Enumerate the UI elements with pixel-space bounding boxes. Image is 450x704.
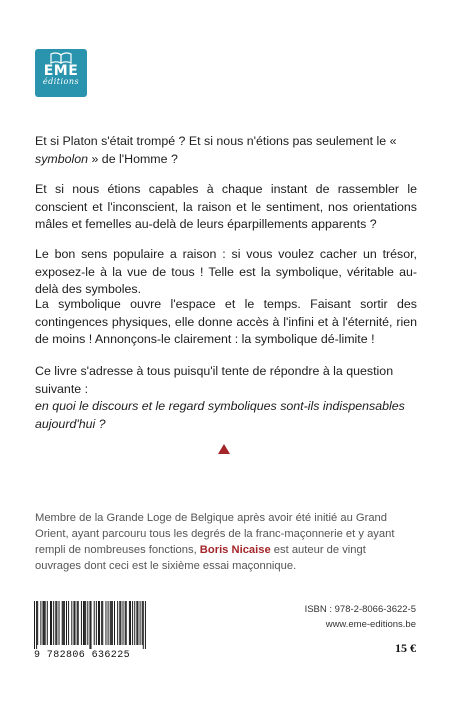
p1-symbolon: symbolon — [35, 151, 89, 166]
price: 15 € — [395, 641, 416, 655]
bio-after: est auteur de vingt ouvrages dont ceci est le sixième essai maçonnique. — [35, 544, 366, 572]
logo-brand: EME — [43, 63, 79, 79]
barcode-digits: 9 782806 636225 — [34, 650, 131, 661]
bio-before: Membre de la Grande Loge de Belgique après avoir été initié au Grand Orient, ayant parcouru tous les degrés de la franc-maçonnerie et y ayant rempli de nombreuses fonctions, — [35, 512, 395, 556]
author-bio — [35, 510, 410, 574]
website-link[interactable]: www.eme-editions.be — [325, 619, 416, 630]
publisher-logo — [35, 49, 87, 97]
p5-question-intro: Ce livre s'adresse à tous puisqu'il tente de répondre à la question suivante : — [35, 364, 394, 396]
p1-part-c: » de l'Homme ? — [88, 151, 178, 166]
author-name: Boris Nicaise — [199, 544, 271, 556]
isbn: ISBN : 978-2-8066-3622-5 — [304, 604, 416, 615]
paragraph-2: Et si nous étions capables à chaque instant de rassembler le conscient et l'inconscient, la raison et le sentiment, nos orientations mâles et femelles au-delà de leurs éparpillements apparents ? — [35, 182, 417, 231]
barcode-bars — [34, 601, 146, 649]
paragraph-1 — [35, 133, 417, 168]
logo-subtitle: éditions — [42, 77, 80, 86]
p5-question: en quoi le discours et le regard symboliques sont-ils indispensables aujourd'hui ? — [35, 399, 405, 431]
p1-part-a: Et si Platon s'était trompé ? Et si nous n'étions pas seulement le « — [35, 134, 397, 148]
triangle-marker-icon — [218, 444, 230, 454]
paragraph-4: La symbolique ouvre l'espace et le temps. Faisant sortir des contingences physiques, elle donne accès à l'infini et à l'éternité, rien de moins ! Annonçons-le clairement : la symbolique dé-limite ! — [35, 297, 417, 346]
paragraph-5 — [35, 363, 417, 433]
paragraph-3: Le bon sens populaire a raison : si vous voulez cacher un trésor, exposez-le à la vue de tous ! Telle est la symbolique, véritable au-delà des symboles. — [35, 247, 417, 296]
barcode — [34, 601, 146, 661]
